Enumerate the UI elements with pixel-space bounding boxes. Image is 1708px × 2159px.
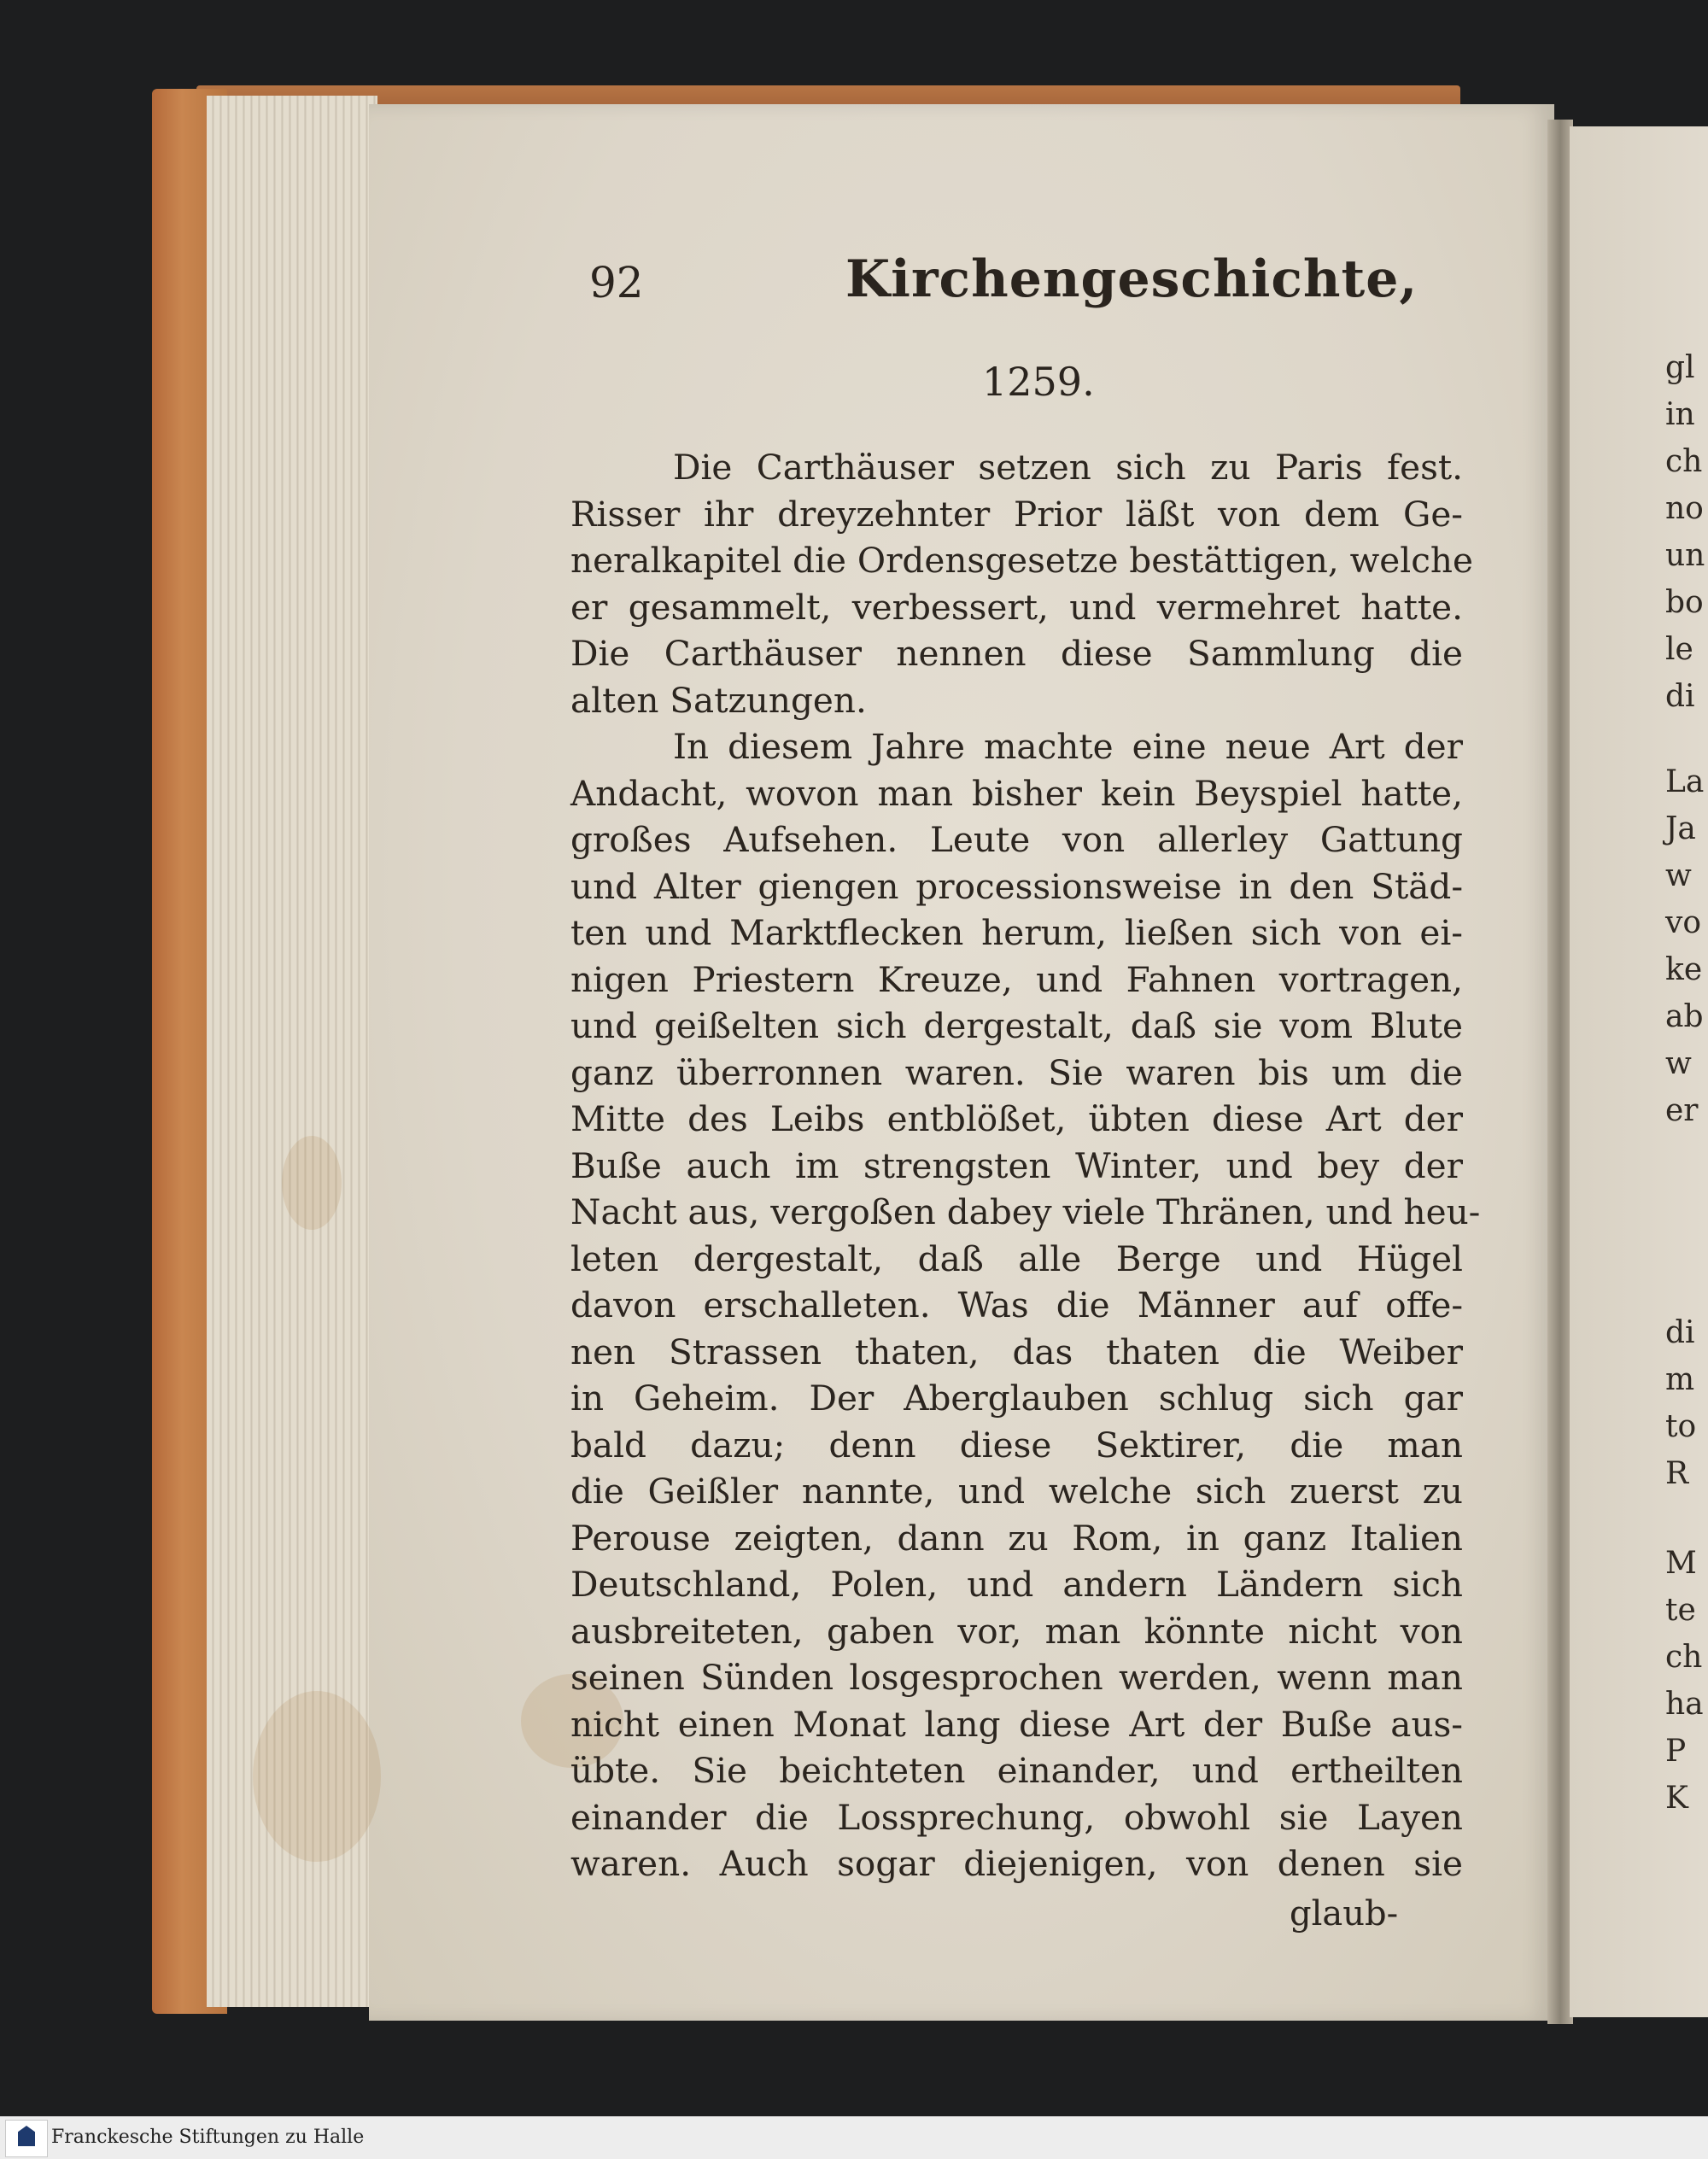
text-line: nen Strassen thaten, das thaten die Weiber <box>570 1331 1463 1372</box>
year-heading: 1259. <box>982 359 1095 405</box>
text-line: Andacht, wovon man bisher kein Beyspiel hatte, <box>570 772 1463 814</box>
text-line: alten Satzungen. <box>570 679 867 721</box>
facing-page-fragment: to <box>1665 1409 1697 1444</box>
text-line: einander die Lossprechung, obwohl sie Layen <box>570 1796 1463 1838</box>
text-line: Die Carthäuser nennen diese Sammlung die <box>570 633 1463 674</box>
text-line: nicht einen Monat lang diese Art der Buße aus- <box>570 1703 1463 1745</box>
text-line: Risser ihr dreyzehnter Prior läßt von dem Ge- <box>570 493 1463 535</box>
facing-page-fragment: Ja <box>1665 811 1696 846</box>
facing-page-fragment: R <box>1665 1456 1689 1491</box>
facing-page-fragment: di <box>1665 1315 1695 1350</box>
paper-stain <box>282 1136 342 1230</box>
text-line: neralkapitel die Ordensgesetze bestättigen, welche <box>570 540 1473 581</box>
facing-page-fragment: ke <box>1665 952 1703 987</box>
facing-page-fragment: K <box>1665 1781 1688 1816</box>
catchword: glaub- <box>1290 1894 1399 1934</box>
text-line: Perouse zeigten, dann zu Rom, in ganz Italien <box>570 1517 1463 1559</box>
text-line: er gesammelt, verbessert, und vermehret hatte. <box>570 586 1463 628</box>
footer-credit: Franckesche Stiftungen zu Halle <box>51 2127 365 2148</box>
text-line: ganz überronnen waren. Sie waren bis um die <box>570 1051 1463 1093</box>
facing-page-fragment: P <box>1665 1734 1687 1769</box>
facing-page-fragment: bo <box>1665 585 1704 620</box>
footer-bar <box>0 2116 1708 2159</box>
text-line: In diesem Jahre machte eine neue Art der <box>673 726 1463 767</box>
text-line: leten dergestalt, daß alle Berge und Hügel <box>570 1237 1463 1279</box>
facing-page-fragment: un <box>1665 538 1705 573</box>
facing-page-fragment: w <box>1665 858 1692 893</box>
facing-page-fragment: M <box>1665 1546 1697 1581</box>
facing-page-fragment: ha <box>1665 1687 1704 1722</box>
text-line: und Alter giengen processionsweise in den Städ- <box>570 865 1463 907</box>
facing-page-fragment: La <box>1665 764 1705 799</box>
facing-page-fragment: di <box>1665 679 1695 714</box>
text-line: Deutschland, Polen, und andern Ländern sich <box>570 1564 1463 1605</box>
logo-emblem-icon <box>18 2126 35 2146</box>
text-line: davon erschalleten. Was die Männer auf offe- <box>570 1284 1463 1325</box>
facing-page-fragment: vo <box>1665 905 1702 940</box>
institution-logo <box>5 2120 48 2157</box>
facing-page-fragment: in <box>1665 397 1695 432</box>
facing-page-fragment: ch <box>1665 1640 1703 1675</box>
facing-page-fragment: er <box>1665 1093 1699 1128</box>
text-line: seinen Sünden losgesprochen werden, wenn man <box>570 1657 1463 1698</box>
body-text <box>570 444 1481 1887</box>
text-line: waren. Auch sogar diejenigen, von denen sie <box>570 1843 1463 1884</box>
text-line: großes Aufsehen. Leute von allerley Gattung <box>570 819 1463 860</box>
facing-page-fragment: m <box>1665 1362 1695 1397</box>
text-line: Mitte des Leibs entblößet, übten diese Art der <box>570 1098 1463 1139</box>
text-line: die Geißler nannte, und welche sich zuerst zu <box>570 1471 1463 1512</box>
page-header <box>589 249 1418 326</box>
facing-page-fragment: ch <box>1665 444 1703 479</box>
text-line: ausbreiteten, gaben vor, man könnte nicht von <box>570 1610 1463 1652</box>
paper-stain <box>253 1691 381 1862</box>
text-line: Nacht aus, vergoßen dabey viele Thränen, und heu- <box>570 1191 1481 1232</box>
running-title: Kirchengeschichte, <box>845 249 1418 309</box>
text-line: Die Carthäuser setzen sich zu Paris fest. <box>673 447 1463 488</box>
facing-page-fragment: te <box>1665 1593 1696 1628</box>
facing-page-fragment: gl <box>1665 350 1695 385</box>
page-number: 92 <box>589 258 644 307</box>
facing-page-fragment: le <box>1665 632 1693 667</box>
text-line: Buße auch im strengsten Winter, und bey der <box>570 1144 1463 1186</box>
text-line: in Geheim. Der Aberglauben schlug sich gar <box>570 1378 1463 1419</box>
facing-page-fragment: w <box>1665 1046 1692 1081</box>
facing-page-fragment: ab <box>1665 999 1704 1034</box>
text-line: nigen Priestern Kreuze, und Fahnen vortragen, <box>570 958 1463 1000</box>
facing-page-fragment: no <box>1665 491 1704 526</box>
text-line: übte. Sie beichteten einander, und ertheilten <box>570 1750 1463 1791</box>
text-line: und geißelten sich dergestalt, daß sie vom Blute <box>570 1005 1463 1046</box>
text-line: ten und Marktflecken herum, ließen sich von ei- <box>570 912 1463 953</box>
text-line: bald dazu; denn diese Sektirer, die man <box>570 1424 1463 1466</box>
